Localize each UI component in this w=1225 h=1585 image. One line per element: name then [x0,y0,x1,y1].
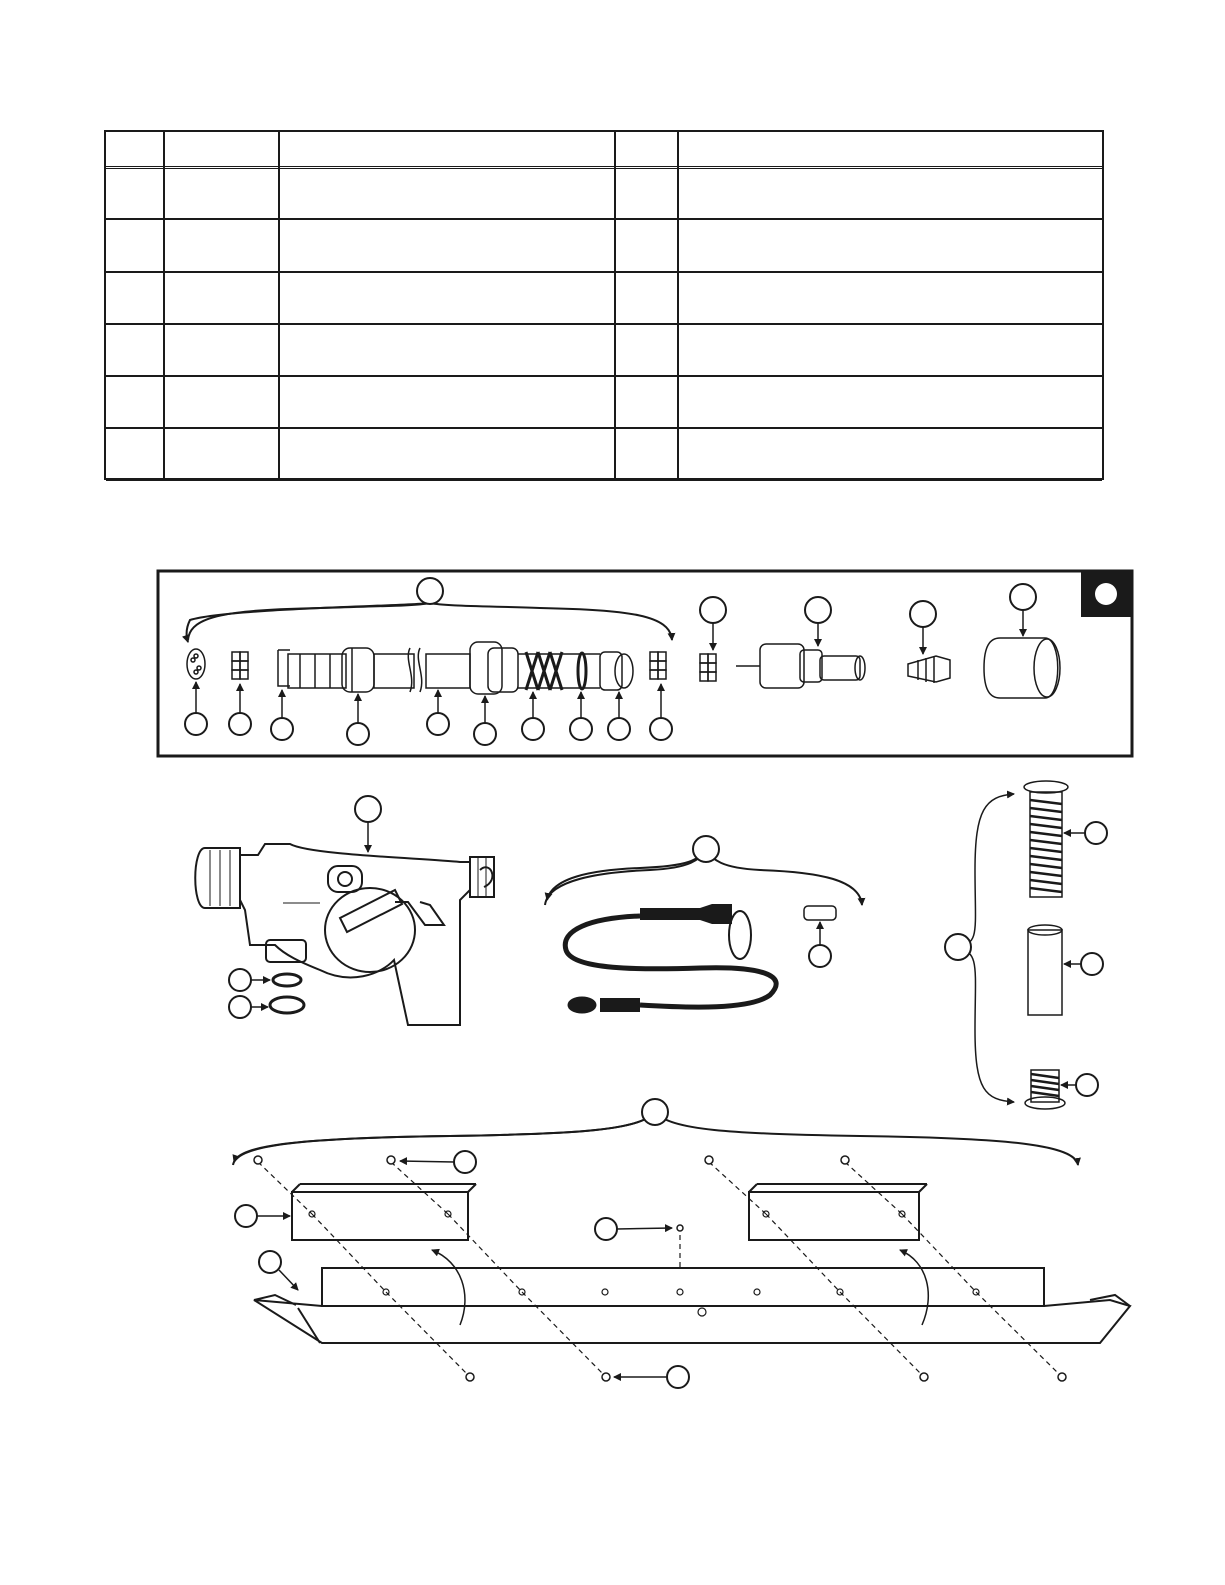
top-assembly-brace [187,603,672,642]
callout-circles-top [185,578,1036,745]
top-assembly-box [158,571,1132,756]
cable-assembly [545,849,862,1013]
mounting-hardware [958,781,1068,1109]
callout-circles-hardware [945,822,1107,1096]
callout-circles-cable [693,836,831,967]
rail-curved-arrows [432,1250,928,1325]
screw-paths [258,1162,1062,1377]
callout-circles-gun [229,796,381,1018]
hose-assembly-parts [187,638,1060,698]
rail-holes [309,1211,979,1316]
leader-lines-top [196,610,1023,723]
